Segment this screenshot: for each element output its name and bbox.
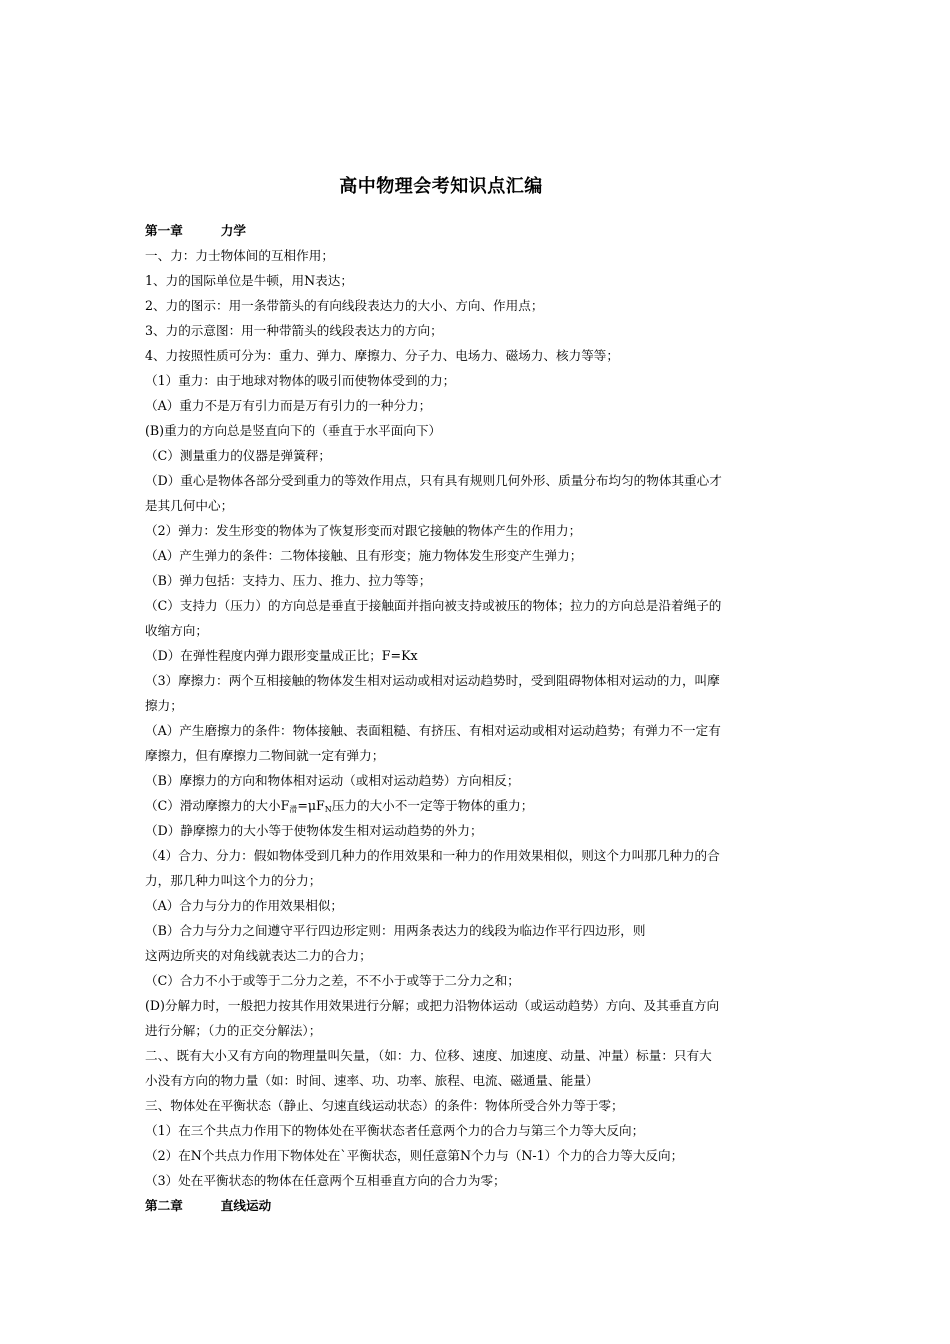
text-line: （C）支持力（压力）的方向总是垂直于接触面并指向被支持或被压的物体；拉力的方向总是沿着绳子的 — [145, 598, 722, 613]
text-line: 收缩方向； — [145, 623, 208, 638]
text-line: (B)重力的方向总是竖直向下的（垂直于水平面向下） — [145, 423, 442, 438]
text-line: 二、、既有大小又有方向的物理量叫矢量，（如：力、位移、速度、加速度、动量、冲量）标量：只有大 — [145, 1048, 712, 1063]
text-line: （A）产生磨擦力的条件：物体接触、表面粗糙、有挤压、有相对运动或相对运动趋势；有弹力不一定有 — [145, 723, 721, 738]
text-line: （C）测量重力的仪器是弹簧秤； — [145, 448, 331, 463]
chapter-heading-1 — [145, 218, 815, 243]
text-line: 摩擦力，但有摩擦力二物间就一定有弹力； — [145, 748, 385, 763]
text-line: (D)分解力时，一般把力按其作用效果进行分解；或把力沿物体运动（或运动趋势）方向、及其垂直方向 — [145, 998, 720, 1013]
formula-suffix: 压力的大小不一定等于物体的重力； — [331, 798, 534, 813]
formula-subscript-slide: 滑 — [289, 805, 298, 814]
chapter-number: 第一章 — [145, 223, 183, 238]
text-line-friction-formula — [145, 793, 815, 818]
text-line: （1）重力：由于地球对物体的吸引而使物体受到的力； — [145, 373, 456, 388]
chapter-number: 第二章 — [145, 1198, 183, 1213]
document-title: 高中物理会考知识点汇编 — [339, 176, 543, 197]
text-line: 1、力的国际单位是牛顿，用N表达； — [145, 273, 353, 288]
chapter-name: 直线运动 — [220, 1198, 272, 1213]
document-body — [145, 218, 815, 1218]
formula-subscript-n: N — [324, 805, 332, 814]
text-line: （4）合力、分力：假如物体受到几种力的作用效果和一种力的作用效果相似，则这个力叫那几种力的合 — [145, 848, 720, 863]
text-line: 这两边所夹的对角线就表达二力的合力； — [145, 948, 372, 963]
paragraph-group-b — [145, 818, 815, 1193]
text-line: （3）摩擦力：两个互相接触的物体发生相对运动或相对运动趋势时，受到阻碍物体相对运动的力，叫摩 — [145, 673, 720, 688]
text-line: 4、力按照性质可分为：重力、弹力、摩擦力、分子力、电场力、磁场力、核力等等； — [145, 348, 619, 363]
chapter-heading-2 — [145, 1193, 815, 1218]
text-line: 三、物体处在平衡状态（静止、匀速直线运动状态）的条件：物体所受合外力等于零； — [145, 1098, 624, 1113]
text-line: 2、力的图示：用一条带箭头的有向线段表达力的大小、方向、作用点； — [145, 298, 544, 313]
text-line: （B）合力与分力之间遵守平行四边形定则：用两条表达力的线段为临边作平行四边形，则 — [145, 923, 646, 938]
text-line: （C）合力不小于或等于二分力之差，不不小于或等于二分力之和； — [145, 973, 520, 988]
text-line: 擦力； — [145, 698, 183, 713]
text-line: 是其几何中心； — [145, 498, 234, 513]
text-line: （D）重心是物体各部分受到重力的等效作用点，只有具有规则几何外形、质量分布均匀的物体其重心才 — [145, 473, 722, 488]
text-line: （2）在N个共点力作用下物体处在`平衡状态，则任意第N个力与（N-1）个力的合力等大反向； — [145, 1148, 684, 1163]
text-line: （2）弹力：发生形变的物体为了恢复形变而对跟它接触的物体产生的作用力； — [145, 523, 582, 538]
chapter-name: 力学 — [220, 223, 246, 238]
text-line: 一、力：力士物体间的互相作用； — [145, 248, 334, 263]
paragraph-group-a — [145, 243, 815, 793]
text-line: （D）在弹性程度内弹力跟形变量成正比；F=Kx — [145, 648, 418, 663]
text-line: （A）产生弹力的条件：二物体接触、且有形变；施力物体发生形变产生弹力； — [145, 548, 583, 563]
text-line: 力，那几种力叫这个力的分力； — [145, 873, 322, 888]
formula-prefix: （C）滑动摩擦力的大小F — [145, 798, 290, 813]
text-line: （B）摩擦力的方向和物体相对运动（或相对运动趋势）方向相反； — [145, 773, 520, 788]
formula-middle: =μF — [297, 798, 325, 813]
text-line: 小没有方向的物力量（如：时间、速率、功、功率、旅程、电流、磁通量、能量） — [145, 1073, 599, 1088]
text-line: 3、力的示意图：用一种带箭头的线段表达力的方向； — [145, 323, 443, 338]
text-line: （1）在三个共点力作用下的物体处在平衡状态者任意两个力的合力与第三个力等大反向； — [145, 1123, 645, 1138]
text-line: （B）弹力包括：支持力、压力、推力、拉力等等； — [145, 573, 432, 588]
text-line: （A）重力不是万有引力而是万有引力的一种分力； — [145, 398, 432, 413]
text-line: （3）处在平衡状态的物体在任意两个互相垂直方向的合力为零； — [145, 1173, 506, 1188]
text-line: （D）静摩擦力的大小等于使物体发生相对运动趋势的外力； — [145, 823, 483, 838]
text-line: 进行分解；（力的正交分解法）； — [145, 1023, 322, 1038]
text-line: （A）合力与分力的作用效果相似； — [145, 898, 344, 913]
